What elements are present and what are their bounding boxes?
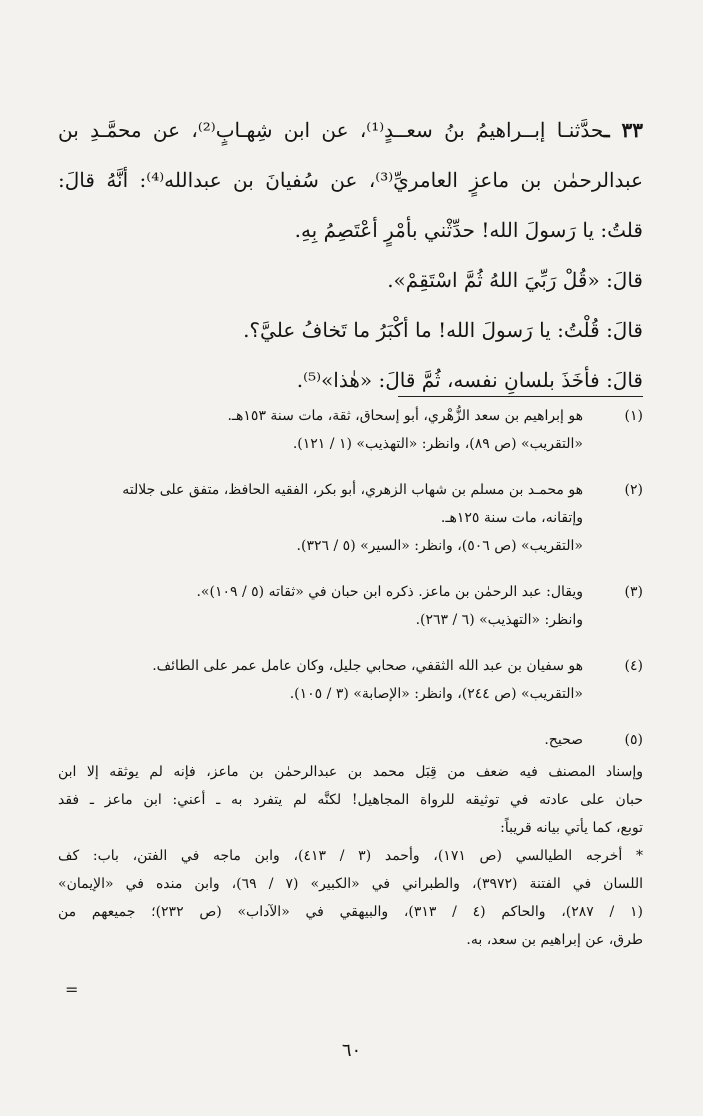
footnote-number: (٤)	[624, 658, 643, 674]
footnote-number: (٥)	[624, 732, 643, 748]
footnote-line: «التقريب» (ص ٢٤٤)، وانظر: «الإصابة» (٣ / ١٠٥).	[289, 686, 583, 702]
footnote-line: اللسان في الفتنة (٣٩٧٢)، والطبراني في «الكبير» (٧ / ٦٩)، وابن منده في «الإيمان»	[58, 876, 643, 892]
footnote-line: وإتقانه، مات سنة ١٢٥هـ.	[440, 510, 583, 526]
footnote-3	[58, 578, 643, 634]
footnote-line: هو سفيان بن عبد الله الثقفي، صحابي جليل، وكان عامل عمر على الطائف.	[152, 658, 583, 674]
footnote-line: صحيح.	[544, 732, 583, 748]
hadith-line-6: قالَ: فأخَذَ بلسانِ نفسه، ثُمَّ قالَ: «هٰذا»⁽⁵⁾.	[296, 368, 643, 392]
footnote-5-continuation	[58, 758, 643, 954]
footnote-line: ويقال: عبد الرحمٰن بن ماعز. ذكره ابن حبان في «ثقاته (٥ / ١٠٩)».	[196, 584, 583, 600]
hadith-line-3: قلتُ: يا رَسولَ الله! حدِّثْني بأمْرٍ أعْتَصِمُ بِهِ.	[294, 218, 643, 242]
continuation-mark: =	[65, 980, 79, 999]
footnotes	[58, 402, 643, 954]
footnote-line: وإسناد المصنف فيه ضعف من قِبَل محمد بن عبدالرحمٰن بن ماعز، فإنه لم يوثقه إلا ابن	[58, 764, 643, 780]
footnote-line: «التقريب» (ص ٥٠٦)، وانظر: «السير» (٥ / ٣٢٦).	[296, 538, 583, 554]
hadith-line-1	[58, 105, 643, 155]
book-page	[58, 0, 643, 1116]
footnote-line: هو محمـد بن مسلم بن شهاب الزهري، أبو بكر، الفقيه الحافظ، متفق على جلالته	[122, 482, 583, 498]
footnote-line: (١ / ٢٨٧)، والحاكم (٤ / ٣١٣)، والبيهقي في «الآداب» (ص ٢٣٢)؛ جميعهم من	[58, 904, 643, 920]
footnote-number: (٣)	[624, 584, 643, 600]
footnote-line: حبان على عادته في توثيقه للرواة المجاهيل! لكنَّه لم يتفرد به ـ أعني: ابن ماعز ـ فقد	[58, 792, 643, 808]
hadith-line-5: قالَ: قُلْتُ: يا رَسولَ الله! ما أكْبَرُ ما تَخافُ عليَّ؟.	[243, 318, 643, 342]
footnote-number: (٢)	[624, 482, 643, 498]
page-number: ٦٠	[341, 1040, 362, 1061]
hadith-text	[58, 105, 643, 405]
footnote-number: (١)	[624, 408, 643, 424]
footnote-divider	[398, 396, 643, 397]
hadith-line-1-text: حدَّثنـا إبــراهيمُ بنُ سعــدٍ⁽¹⁾، عن ابن شِهـابٍ⁽²⁾، عن محمَّـدِ بن	[58, 118, 604, 142]
hadith-line-4: قالَ: «قُلْ رَبِّيَ اللهُ ثُمَّ اسْتَقِمْ».	[387, 268, 643, 292]
hadith-number: ٣٣ ـ	[603, 118, 643, 142]
footnote-line: توبع، كما يأتي بيانه قريباً:	[500, 820, 643, 836]
footnote-2	[58, 476, 643, 560]
footnote-line: هو إبراهيم بن سعد الزُّهْري، أبو إسحاق، ثقة، مات سنة ١٥٣هـ.	[227, 408, 583, 424]
footnote-4	[58, 652, 643, 708]
hadith-line-2: عبدالرحمٰن بن ماعزٍ العامريِّ⁽³⁾، عن سُفيانَ بن عبدالله⁽⁴⁾: أنَّهُ قالَ:	[58, 168, 643, 192]
footnote-line: «التقريب» (ص ٨٩)، وانظر: «التهذيب» (١ / ١٢١).	[292, 436, 583, 452]
footnote-1	[58, 402, 643, 458]
footnote-5	[58, 726, 643, 754]
footnote-line: طرق، عن إبراهيم بن سعد، به.	[466, 932, 643, 948]
footnote-line: * أخرجه الطيالسي (ص ١٧١)، وأحمد (٣ / ٤١٣)، وابن ماجه في الفتن، باب: كف	[58, 848, 643, 864]
footnote-line: وانظر: «التهذيب» (٦ / ٢٦٣).	[415, 612, 583, 628]
